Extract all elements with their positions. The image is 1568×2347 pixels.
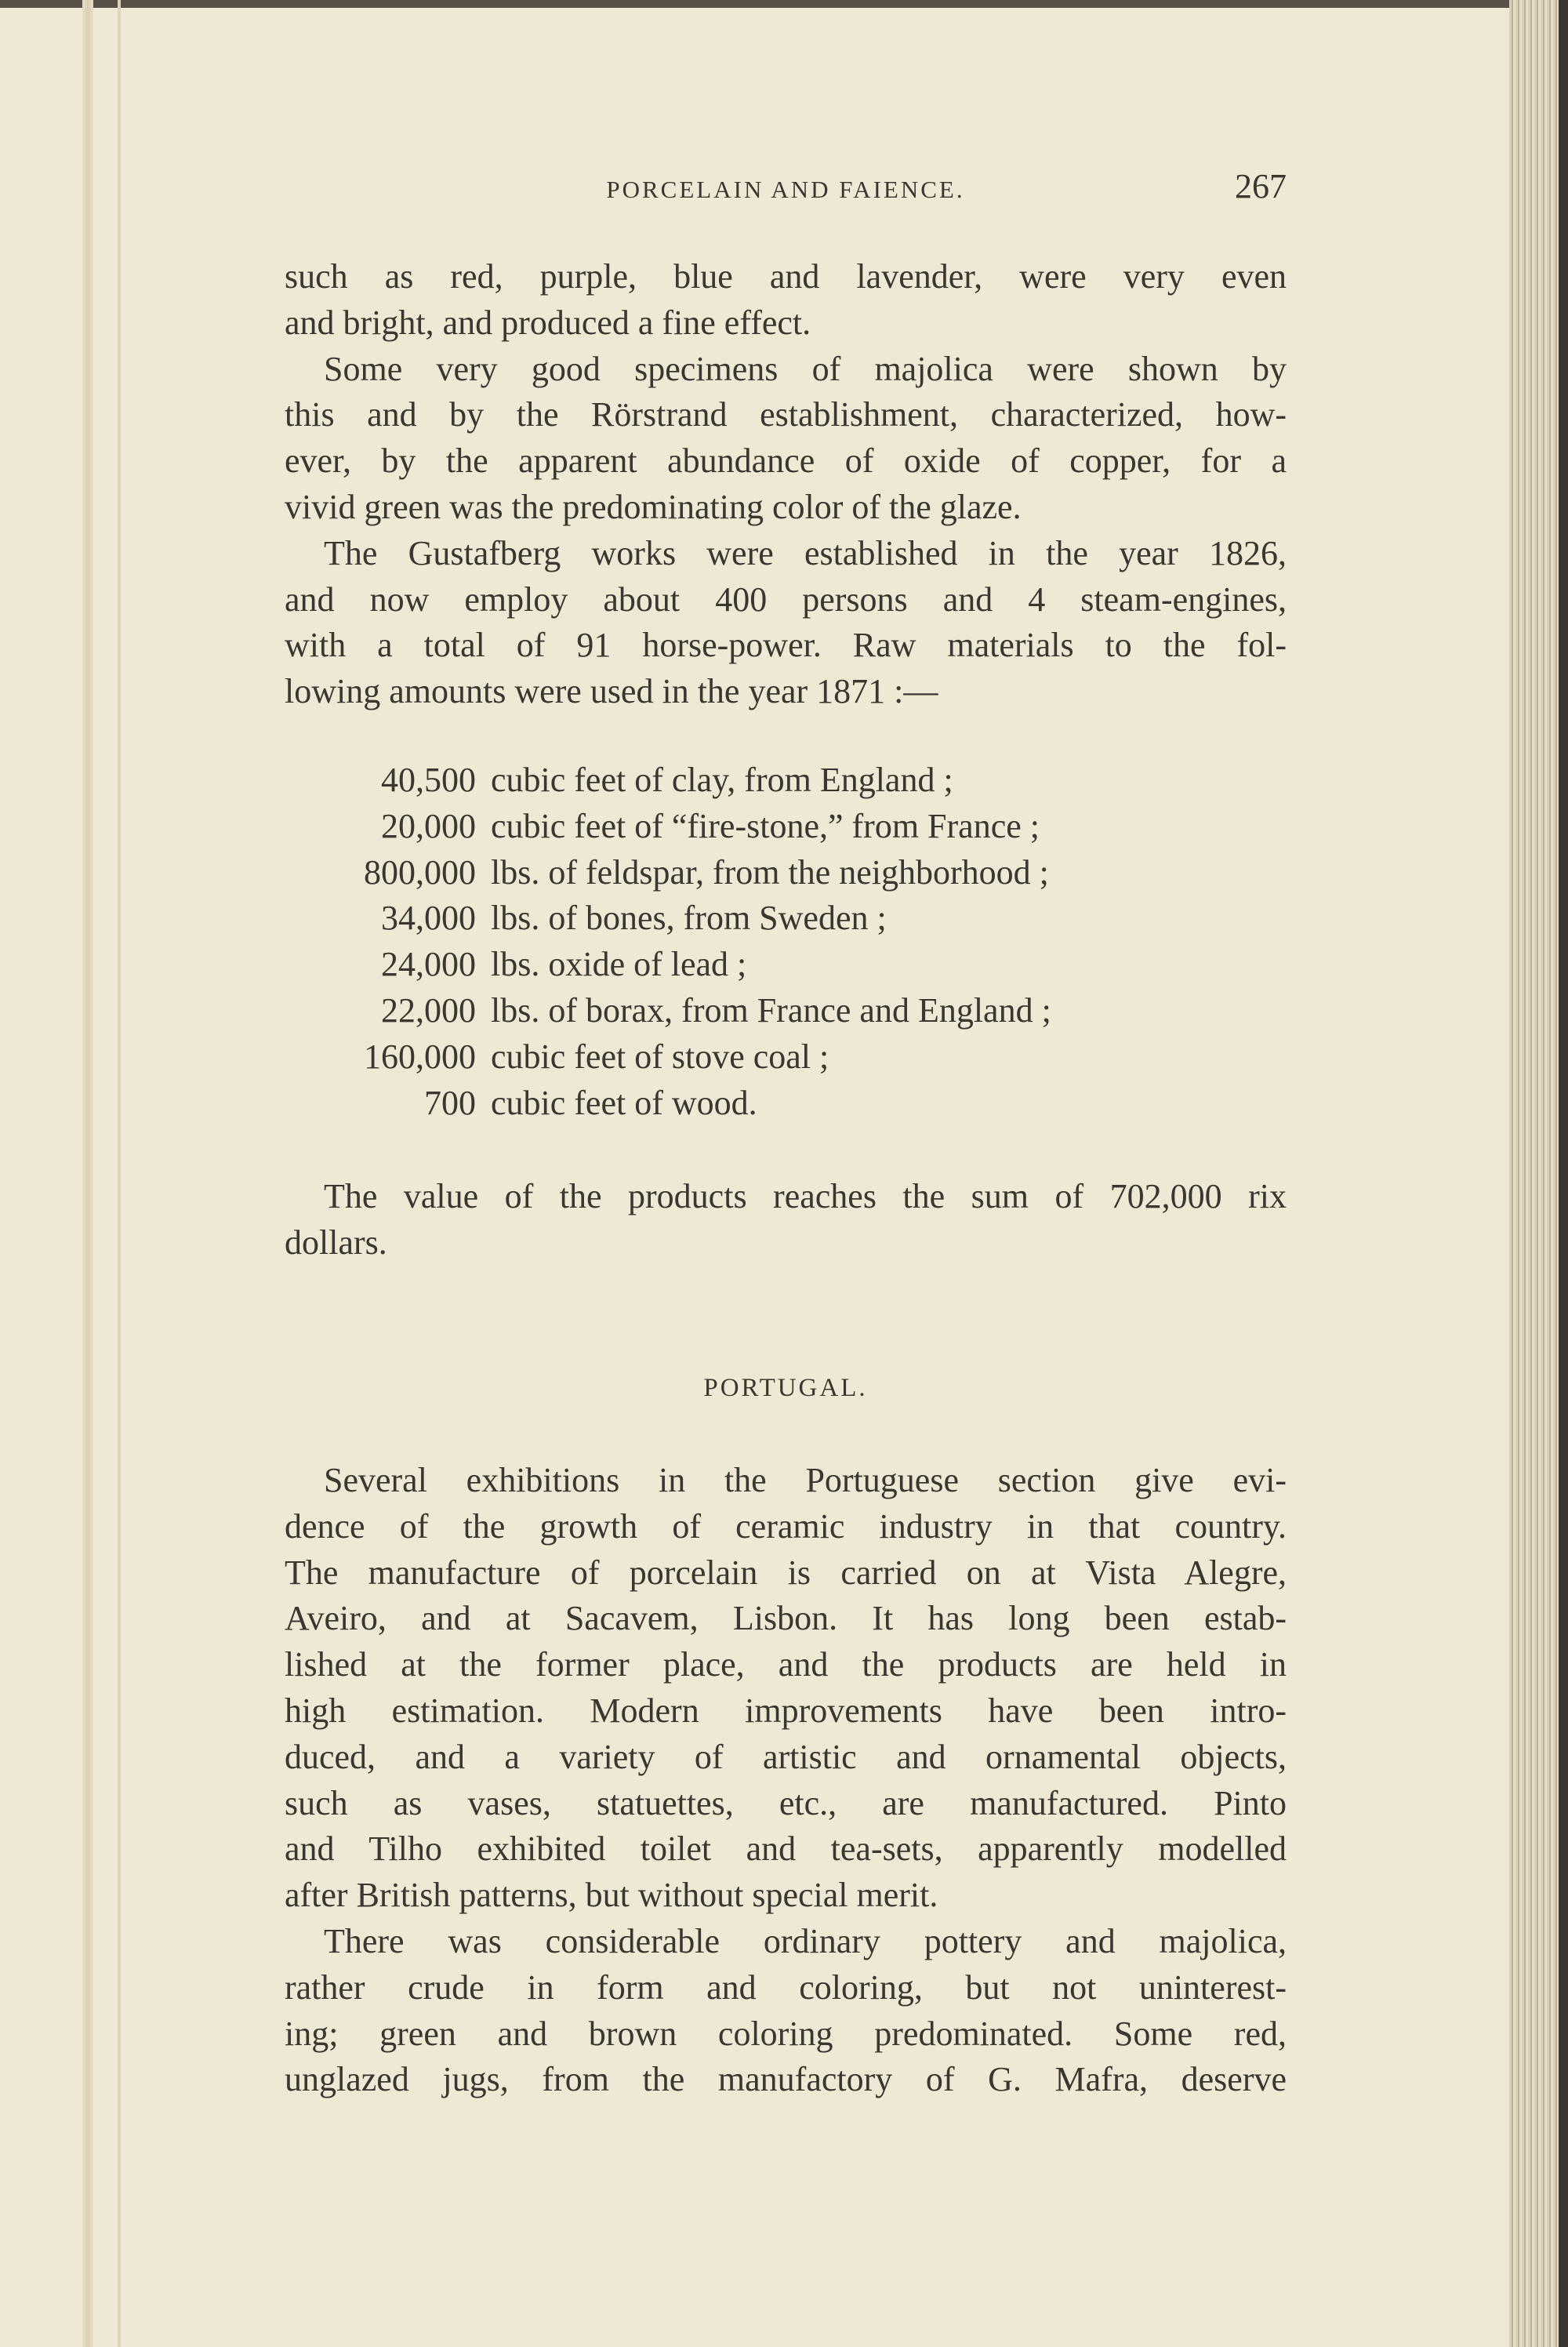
material-description: cubic feet of clay, from England ; xyxy=(491,761,953,799)
material-description: lbs. oxide of lead ; xyxy=(491,945,747,984)
text-line: and Tilho exhibited toilet and tea-sets, apparently modelled xyxy=(285,1829,1287,1869)
text-line: duced, and a variety of artistic and ornamental objects, xyxy=(285,1737,1287,1776)
text-line: There was considerable ordinary pottery and majolica, xyxy=(324,1921,1287,1960)
material-amount: 20,000 xyxy=(381,806,476,845)
section-title: PORTUGAL. xyxy=(703,1374,868,1402)
text-line: vivid green was the predominating color of the glaze. xyxy=(285,487,1022,526)
material-description: cubic feet of wood. xyxy=(491,1083,757,1122)
running-title: PORCELAIN AND FAIENCE. xyxy=(606,176,965,203)
paragraph-portugal xyxy=(285,1458,1287,2103)
scan-top-border xyxy=(0,0,1568,8)
material-row xyxy=(285,988,1287,1034)
text-line: Aveiro, and at Sacavem, Lisbon. It has long been estab- xyxy=(285,1599,1287,1638)
material-amount: 800,000 xyxy=(364,852,476,892)
material-row xyxy=(285,850,1287,896)
page-header xyxy=(285,166,1287,210)
material-amount: 40,500 xyxy=(381,761,476,799)
text-line: after British patterns, but without special merit. xyxy=(285,1876,938,1915)
text-line: and bright, and produced a fine effect. xyxy=(285,303,811,342)
material-row xyxy=(285,896,1287,942)
text-line: The Gustafberg works were established in the year 1826, xyxy=(324,533,1287,572)
material-description: lbs. of borax, from France and England ; xyxy=(491,990,1051,1030)
text-line: ing; green and brown coloring predominated. Some red, xyxy=(285,2014,1287,2053)
text-line: The manufacture of porcelain is carried on at Vista Alegre, xyxy=(285,1553,1287,1592)
binding-gutter-line xyxy=(118,0,121,2347)
material-description: lbs. of bones, from Sweden ; xyxy=(491,899,887,938)
material-amount: 34,000 xyxy=(381,899,476,938)
material-description: lbs. of feldspar, from the neighborhood ; xyxy=(491,852,1049,892)
book-cover-edge xyxy=(1559,0,1568,2347)
paragraph-gustafberg xyxy=(285,254,1287,715)
text-line: unglazed jugs, from the manufactory of G. Mafra, deserve xyxy=(285,2060,1287,2099)
material-row xyxy=(285,1081,1287,1127)
material-row xyxy=(285,942,1287,988)
text-line: with a total of 91 horse-power. Raw materials to the fol- xyxy=(285,626,1287,665)
material-amount: 24,000 xyxy=(381,945,476,984)
text-line: Several exhibitions in the Portuguese section give evi- xyxy=(324,1461,1287,1499)
text-line: Some very good specimens of majolica were shown by xyxy=(324,349,1287,388)
text-line: such as vases, statuettes, etc., are manufactured. Pinto xyxy=(285,1783,1287,1822)
text-line: and now employ about 400 persons and 4 steam-engines, xyxy=(285,579,1287,619)
material-amount: 160,000 xyxy=(364,1037,476,1076)
text-line: lished at the former place, and the products are held in xyxy=(285,1645,1287,1684)
text-line: rather crude in form and coloring, but not uninterest- xyxy=(285,1967,1287,2007)
material-description: cubic feet of stove coal ; xyxy=(491,1037,829,1076)
material-row xyxy=(285,804,1287,850)
material-row xyxy=(285,758,1287,804)
text-line: dence of the growth of ceramic industry in that country. xyxy=(285,1506,1287,1546)
raw-materials-list xyxy=(285,758,1287,1126)
material-description: cubic feet of “fire-stone,” from France ; xyxy=(491,806,1040,845)
text-line: ever, by the apparent abundance of oxide of copper, for a xyxy=(285,441,1287,481)
text-line: The value of the products reaches the sum of 702,000 rix xyxy=(324,1177,1287,1215)
text-line: dollars. xyxy=(285,1223,387,1262)
binding-gutter xyxy=(82,0,93,2347)
text-line: lowing amounts were used in the year 1871 :— xyxy=(285,672,938,711)
text-line: high estimation. Modern improvements have been intro- xyxy=(285,1691,1287,1730)
material-amount: 700 xyxy=(424,1083,476,1122)
material-row xyxy=(285,1034,1287,1081)
text-line: this and by the Rörstrand establishment, characterized, how- xyxy=(285,395,1287,434)
paragraph-value xyxy=(285,1174,1287,1266)
material-amount: 22,000 xyxy=(381,990,476,1030)
text-line: such as red, purple, blue and lavender, were very even xyxy=(285,257,1287,296)
page-number: 267 xyxy=(1235,167,1287,205)
